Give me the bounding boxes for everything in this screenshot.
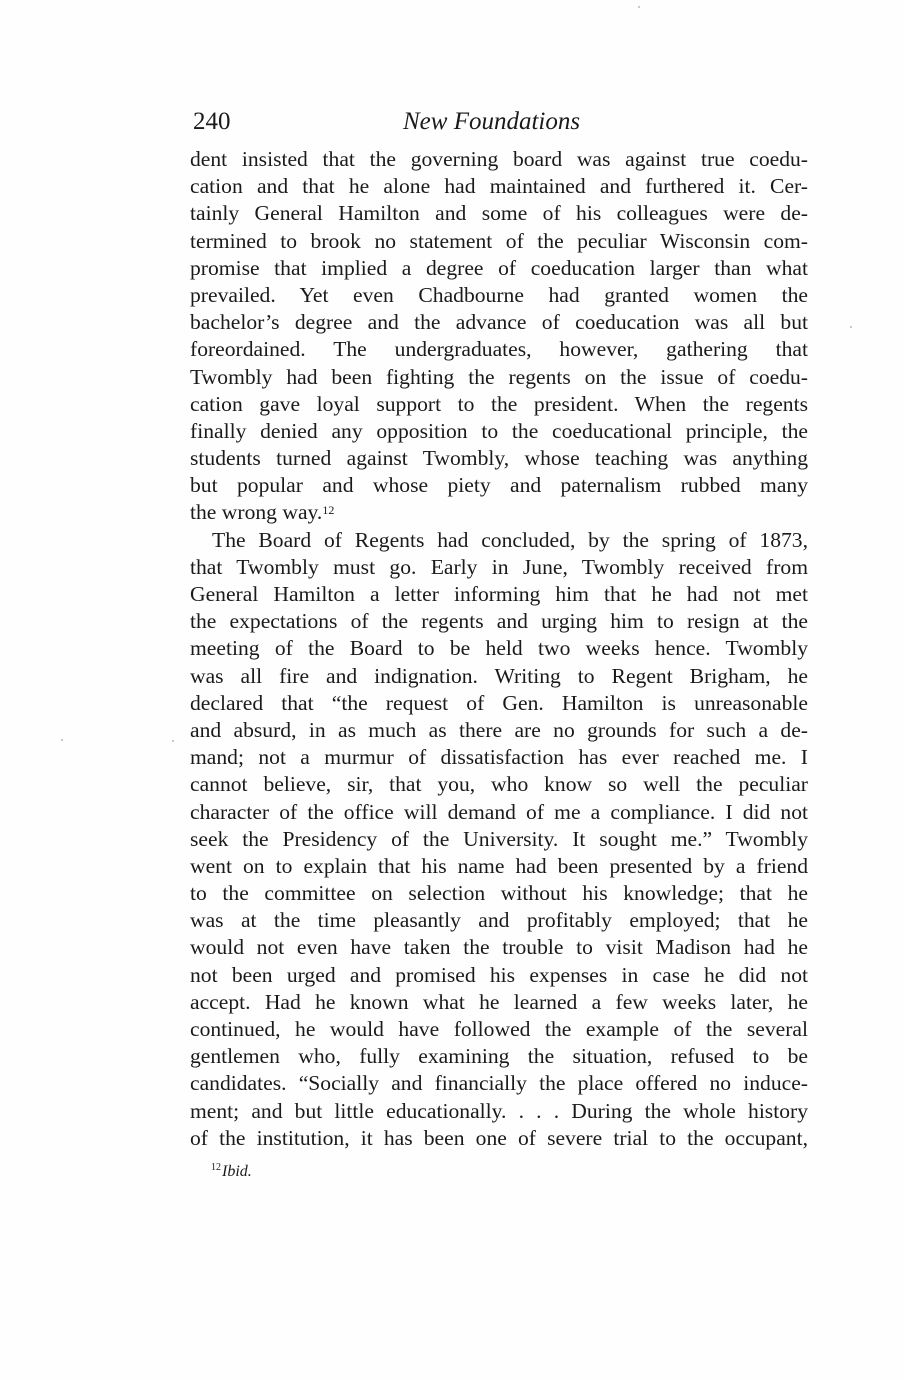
text-line: foreordained. The undergraduates, however, gathering that bbox=[190, 337, 808, 362]
scan-speck bbox=[850, 326, 852, 328]
text-line: students turned against Twombly, whose teaching was anything bbox=[190, 446, 808, 471]
text-line: the wrong way. bbox=[190, 500, 323, 525]
text-line: cation gave loyal support to the president. When the regents bbox=[190, 391, 808, 416]
text-line: continued, he would have followed the example of the several bbox=[190, 1017, 808, 1041]
text-line: not been urged and promised his expenses in case he did not bbox=[190, 962, 808, 987]
text-line-with-footnote bbox=[190, 499, 808, 526]
text-line: Twombly had been fighting the regents on the issue of coedu- bbox=[190, 364, 808, 389]
text-line: of the institution, it has been one of severe trial to the occupant, bbox=[190, 1125, 808, 1150]
text-line: would not even have taken the trouble to visit Madison had he bbox=[190, 935, 808, 960]
footnote bbox=[211, 1163, 252, 1181]
text-line: seek the Presidency of the University. It sought me.” Twombly bbox=[190, 826, 808, 851]
text-line: went on to explain that his name had been presented by a friend bbox=[190, 853, 808, 878]
text-line: the expectations of the regents and urging him to resign at the bbox=[190, 609, 808, 634]
text-line: was at the time pleasantly and profitably employed; that he bbox=[190, 908, 808, 933]
text-line: declared that “the request of Gen. Hamilton is unreasonable bbox=[190, 690, 808, 715]
running-head: New Foundations bbox=[403, 108, 581, 135]
text-line: and absurd, in as much as there are no grounds for such a de- bbox=[190, 717, 808, 742]
text-line: but popular and whose piety and paternalism rubbed many bbox=[190, 473, 808, 498]
text-line: ment; and but little educationally. . . . During the whole history bbox=[190, 1098, 808, 1123]
text-line: meeting of the Board to be held two weeks hence. Twombly bbox=[190, 636, 808, 661]
scan-speck bbox=[61, 739, 63, 741]
text-line: bachelor’s degree and the advance of coeducation was all but bbox=[190, 310, 808, 335]
text-line: character of the office will demand of me a compliance. I did not bbox=[190, 799, 808, 824]
text-line: tainly General Hamilton and some of his colleagues were de- bbox=[190, 201, 808, 226]
text-line: candidates. “Socially and financially the place offered no induce- bbox=[190, 1071, 808, 1096]
text-line: mand; not a murmur of dissatisfaction has ever reached me. I bbox=[190, 745, 808, 770]
text-line: termined to brook no statement of the peculiar Wisconsin com- bbox=[190, 228, 808, 253]
text-line: promise that implied a degree of coeducation larger than what bbox=[190, 255, 808, 280]
scan-speck bbox=[172, 740, 174, 742]
text-line: to the committee on selection without his knowledge; that he bbox=[190, 881, 808, 906]
text-line: dent insisted that the governing board was against true coedu- bbox=[190, 147, 808, 171]
text-line: prevailed. Yet even Chadbourne had granted women the bbox=[190, 282, 808, 307]
page-header bbox=[193, 106, 809, 138]
text-line: cation and that he alone had maintained and furthered it. Cer- bbox=[190, 174, 808, 199]
paragraph-start-line: The Board of Regents had concluded, by the spring of 1873, bbox=[212, 527, 808, 552]
text-line: that Twombly must go. Early in June, Twombly received from bbox=[190, 554, 808, 579]
text-line: finally denied any opposition to the coeducational principle, the bbox=[190, 418, 808, 443]
footnote-number: 12 bbox=[211, 1162, 221, 1173]
page-number: 240 bbox=[193, 108, 231, 135]
footnote-reference: 12 bbox=[322, 503, 335, 518]
text-line: General Hamilton a letter informing him that he had not met bbox=[190, 582, 808, 606]
body-text bbox=[190, 146, 808, 1152]
text-line: gentlemen who, fully examining the situation, refused to be bbox=[190, 1044, 808, 1069]
text-line: cannot believe, sir, that you, who know so well the peculiar bbox=[190, 772, 808, 797]
text-line: was all fire and indignation. Writing to Regent Brigham, he bbox=[190, 663, 808, 688]
scan-speck bbox=[638, 6, 640, 8]
text-line: accept. Had he known what he learned a few weeks later, he bbox=[190, 989, 808, 1014]
footnote-text: Ibid. bbox=[222, 1163, 252, 1180]
